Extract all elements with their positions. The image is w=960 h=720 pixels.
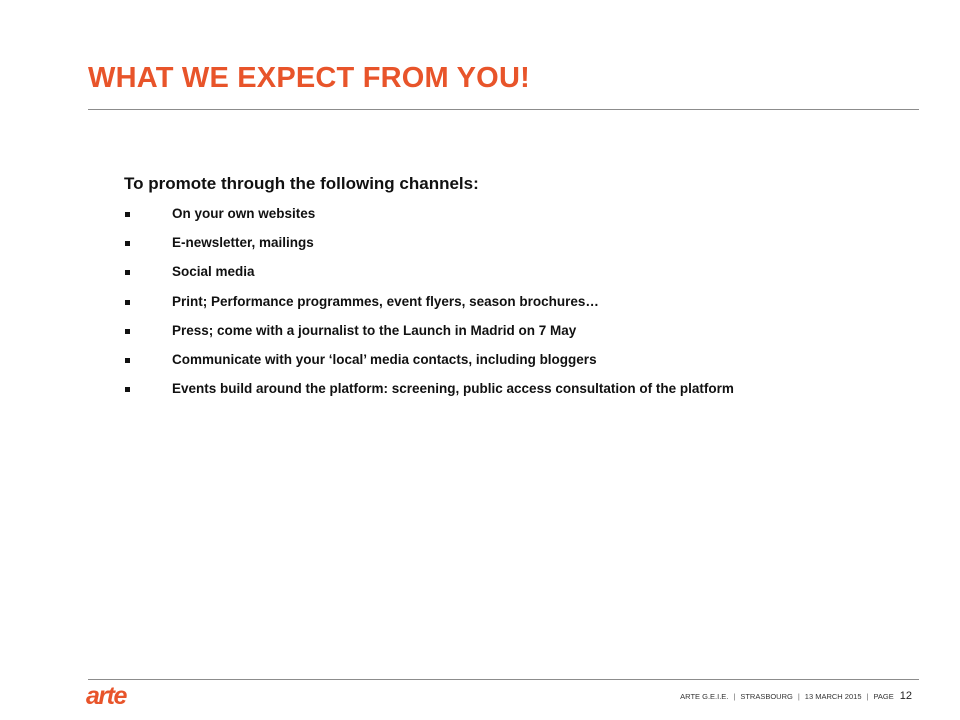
bullet-text: Communicate with your ‘local’ media contacts, including bloggers: [172, 351, 597, 367]
page-number: 12: [899, 690, 912, 702]
slide-title: WHAT WE EXPECT FROM YOU!: [88, 62, 530, 94]
footer-divider: [88, 679, 919, 680]
bullet-text: On your own websites: [172, 206, 316, 221]
bullet-text: Events build around the platform: screening, public access consultation of the platform: [172, 381, 734, 397]
bullet-square-icon: [125, 241, 130, 246]
footer-info: [680, 690, 912, 703]
bullet-square-icon: [125, 300, 130, 305]
footer-separator: |: [733, 692, 736, 701]
footer-city: STRASBOURG: [740, 692, 793, 701]
bullet-text: Press; come with a journalist to the Launch in Madrid on 7 May: [172, 322, 577, 338]
bullet-text: E-newsletter, mailings: [172, 235, 314, 251]
bullet-text: Print; Performance programmes, event flyers, season brochures…: [172, 293, 599, 309]
footer-page-label: PAGE: [873, 692, 894, 701]
bullet-square-icon: [125, 212, 130, 217]
bullet-square-icon: [125, 387, 130, 392]
bullet-square-icon: [125, 358, 130, 363]
bullet-square-icon: [125, 329, 130, 334]
footer-organization: ARTE G.E.I.E.: [680, 692, 729, 701]
footer-separator: |: [797, 692, 800, 701]
arte-logo: arte: [86, 682, 126, 710]
footer-date: 13 MARCH 2015: [804, 692, 862, 701]
title-divider: [88, 109, 919, 110]
bullet-square-icon: [125, 270, 130, 275]
footer-separator: |: [866, 692, 869, 701]
slide-subtitle: To promote through the following channels:: [124, 174, 479, 193]
bullet-text: Social media: [172, 264, 255, 280]
